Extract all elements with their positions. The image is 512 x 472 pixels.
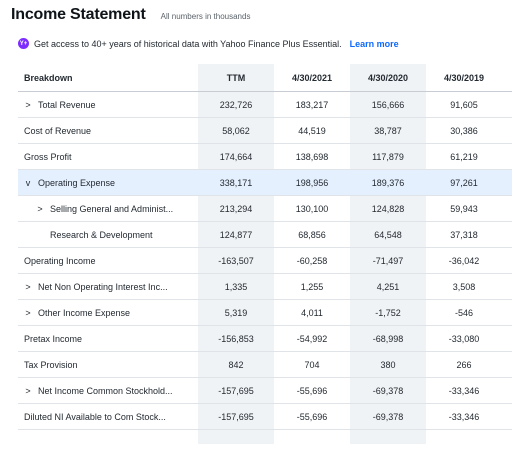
value-cell: 30,386 <box>450 125 478 136</box>
page-header <box>11 6 250 24</box>
value-cell: 91,605 <box>450 99 478 110</box>
row-label-text: Net Non Operating Interest Inc... <box>38 281 168 292</box>
value-cell: 38,787 <box>374 125 402 136</box>
row-label <box>18 100 198 110</box>
value-cell: 58,062 <box>222 125 250 136</box>
table-row <box>18 222 512 248</box>
value-cell: 124,828 <box>371 203 405 214</box>
chevron-right-icon[interactable]: > <box>25 99 31 110</box>
table-header-row <box>18 64 512 92</box>
row-label-text: Total Revenue <box>38 99 96 110</box>
value-cell: 266 <box>456 359 472 370</box>
table-row[interactable] <box>18 92 512 118</box>
row-label-text: Net Income Common Stockhold... <box>38 385 173 396</box>
table-row[interactable] <box>18 274 512 300</box>
value-cell: 68,856 <box>298 229 326 240</box>
value-cell: 189,376 <box>371 177 405 188</box>
value-cell: -546 <box>454 307 473 318</box>
value-cell: -33,080 <box>448 333 480 344</box>
value-cell: 61,219 <box>450 151 478 162</box>
value-cell: 1,255 <box>300 281 324 292</box>
financials-table <box>18 64 512 430</box>
row-label <box>18 360 198 370</box>
value-cell: 5,319 <box>224 307 248 318</box>
value-cell: 174,664 <box>219 151 253 162</box>
table-row[interactable] <box>18 300 512 326</box>
row-label <box>18 126 198 136</box>
row-label-text: Cost of Revenue <box>24 125 92 136</box>
header-2020: 4/30/2020 <box>367 72 409 83</box>
row-label-text: Operating Expense <box>38 177 116 188</box>
value-cell: 4,251 <box>376 281 400 292</box>
table-row <box>18 326 512 352</box>
units-note: All numbers in thousands <box>160 12 251 21</box>
promo-banner <box>18 38 399 49</box>
header-ttm: TTM <box>226 72 246 83</box>
table-row[interactable] <box>18 378 512 404</box>
header-2019: 4/30/2019 <box>443 72 485 83</box>
value-cell: 37,318 <box>450 229 478 240</box>
value-cell: -33,346 <box>448 411 480 422</box>
value-cell: -69,378 <box>372 411 404 422</box>
value-cell: -69,378 <box>372 385 404 396</box>
row-label <box>18 256 198 266</box>
table-row <box>18 248 512 274</box>
row-label-text: Selling General and Administ... <box>50 203 174 214</box>
value-cell: 183,217 <box>295 99 329 110</box>
value-cell: 704 <box>304 359 320 370</box>
row-label <box>18 412 198 422</box>
value-cell: -163,507 <box>218 255 254 266</box>
value-cell: 338,171 <box>219 177 253 188</box>
row-label-text: Operating Income <box>24 255 96 266</box>
row-label-text: Diluted NI Available to Com Stock... <box>24 411 166 422</box>
row-label <box>18 178 198 188</box>
yahoo-plus-icon: Y+ <box>18 38 29 49</box>
row-label-text: Gross Profit <box>24 151 72 162</box>
value-cell: -55,696 <box>296 385 328 396</box>
table-row <box>18 404 512 430</box>
chevron-right-icon[interactable]: > <box>25 281 31 292</box>
header-2021: 4/30/2021 <box>291 72 333 83</box>
value-cell: 97,261 <box>450 177 478 188</box>
value-cell: 198,956 <box>295 177 329 188</box>
value-cell: 130,100 <box>295 203 329 214</box>
page-title: Income Statement <box>11 6 146 23</box>
value-cell: 842 <box>228 359 244 370</box>
value-cell: 1,335 <box>224 281 248 292</box>
value-cell: 124,877 <box>219 229 253 240</box>
table-row <box>18 118 512 144</box>
value-cell: 59,943 <box>450 203 478 214</box>
row-label-text: Pretax Income <box>24 333 83 344</box>
row-label <box>18 204 198 214</box>
value-cell: -157,695 <box>218 411 254 422</box>
header-breakdown: Breakdown <box>24 72 73 83</box>
row-label-text: Tax Provision <box>24 359 78 370</box>
value-cell: -156,853 <box>218 333 254 344</box>
value-cell: 3,508 <box>452 281 476 292</box>
row-label <box>18 386 198 396</box>
value-cell: -1,752 <box>375 307 401 318</box>
value-cell: 213,294 <box>219 203 253 214</box>
table-row[interactable] <box>18 196 512 222</box>
promo-text: Get access to 40+ years of historical data with Yahoo Finance Plus Essential. <box>34 38 342 49</box>
value-cell: 64,548 <box>374 229 402 240</box>
table-row <box>18 352 512 378</box>
chevron-right-icon[interactable]: > <box>25 385 31 396</box>
value-cell: 380 <box>380 359 396 370</box>
value-cell: -157,695 <box>218 385 254 396</box>
row-label <box>18 282 198 292</box>
chevron-right-icon[interactable]: > <box>25 307 31 318</box>
value-cell: 44,519 <box>298 125 326 136</box>
row-label <box>18 230 198 240</box>
table-row[interactable] <box>18 170 512 196</box>
table-row <box>18 144 512 170</box>
chevron-right-icon[interactable]: > <box>37 203 43 214</box>
row-label <box>18 152 198 162</box>
value-cell: -60,258 <box>296 255 328 266</box>
chevron-down-icon[interactable]: v <box>25 177 31 188</box>
value-cell: -33,346 <box>448 385 480 396</box>
value-cell: -68,998 <box>372 333 404 344</box>
value-cell: -54,992 <box>296 333 328 344</box>
learn-more-link[interactable]: Learn more <box>349 38 399 49</box>
row-label-text: Other Income Expense <box>38 307 131 318</box>
row-label <box>18 334 198 344</box>
row-label-text: Research & Development <box>50 229 153 240</box>
value-cell: -71,497 <box>372 255 404 266</box>
row-label <box>18 308 198 318</box>
value-cell: 4,011 <box>301 307 323 318</box>
value-cell: -36,042 <box>448 255 480 266</box>
value-cell: -55,696 <box>296 411 328 422</box>
value-cell: 156,666 <box>371 99 405 110</box>
value-cell: 117,879 <box>372 151 404 162</box>
value-cell: 138,698 <box>295 151 329 162</box>
value-cell: 232,726 <box>219 99 253 110</box>
